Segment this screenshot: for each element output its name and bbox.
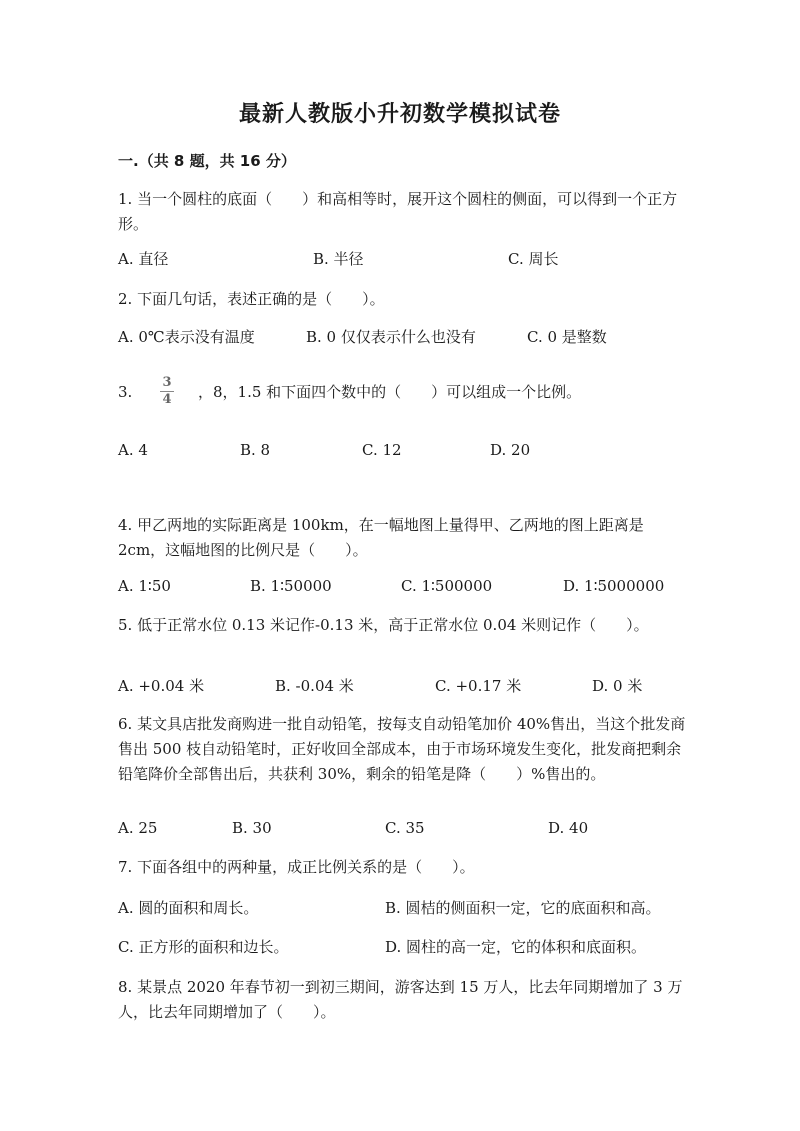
question-4-option-b[interactable]: B. 1∶50000 [250,577,332,595]
question-6-option-b[interactable]: B. 30 [232,819,272,837]
question-3-option-c[interactable]: C. 12 [362,441,402,459]
question-7-text: 7. 下面各组中的两种量，成正比例关系的是（ ）。 [118,858,475,876]
question-2-text: 2. 下面几句话，表述正确的是（ ）。 [118,290,385,308]
page-title: 最新人教版小升初数学模拟试卷 [238,102,561,127]
question-1-option-c[interactable]: C. 周长 [508,250,559,268]
question-5-option-b[interactable]: B. -0.04 米 [275,677,354,695]
question-1-option-b[interactable]: B. 半径 [313,250,364,268]
question-7-option-a[interactable]: A. 圆的面积和周长。 [118,899,259,917]
question-2-option-a[interactable]: A. 0℃表示没有温度 [118,328,255,346]
question-3-number: 3. [118,383,133,401]
question-4-option-c[interactable]: C. 1∶500000 [401,577,493,595]
question-7-option-b[interactable]: B. 圆桔的侧面积一定，它的底面积和高。 [385,899,661,917]
question-3-option-d[interactable]: D. 20 [490,441,531,459]
fraction-denominator: 4 [162,392,172,407]
question-8-text: 8. 某景点 2020 年春节初一到初三期间，游客达到 15 万人，比去年同期增加了 3 万人，比去年同期增加了（ ）。 [118,978,683,1021]
question-3-text: ，8，1.5 和下面四个数中的（ ）可以组成一个比例。 [198,383,582,401]
question-2-option-c[interactable]: C. 0 是整数 [527,328,607,346]
question-4-option-d[interactable]: D. 1∶5000000 [563,577,665,595]
question-4-option-a[interactable]: A. 1∶50 [118,577,171,595]
question-7-option-c[interactable]: C. 正方形的面积和边长。 [118,938,289,956]
question-1-option-a[interactable]: A. 直径 [118,250,169,268]
question-6-text: 6. 某文具店批发商购进一批自动铅笔，按每支自动铅笔加价 40%售出，当这个批发商售出 500 枝自动铅笔时，正好收回全部成本，由于市场环境发生变化，批发商把剩余铅笔降价全部售出后，共获利 30%，剩余的铅笔是降（ ）%售出的。 [118,715,686,783]
fraction-three-quarters [160,376,174,407]
question-6-option-d[interactable]: D. 40 [548,819,589,837]
section-heading: 一.（共 8 题，共 16 分） [118,152,296,170]
question-5-option-a[interactable]: A. +0.04 米 [118,677,205,695]
question-4-text: 4. 甲乙两地的实际距离是 100km，在一幅地图上量得甲、乙两地的图上距离是 2cm，这幅地图的比例尺是（ ）。 [118,516,644,559]
question-6-option-c[interactable]: C. 35 [385,819,425,837]
fraction-numerator: 3 [162,375,172,390]
question-5-option-c[interactable]: C. +0.17 米 [435,677,522,695]
question-3-option-a[interactable]: A. 4 [118,441,148,459]
question-5-text: 5. 低于正常水位 0.13 米记作-0.13 米，高于正常水位 0.04 米则记作（ ）。 [118,616,649,634]
question-6-option-a[interactable]: A. 25 [118,819,158,837]
question-1-text: 1. 当一个圆柱的底面（ ）和高相等时，展开这个圆柱的侧面，可以得到一个正方形。 [118,190,678,233]
question-5-option-d[interactable]: D. 0 米 [592,677,643,695]
question-3-option-b[interactable]: B. 8 [240,441,271,459]
question-2-option-b[interactable]: B. 0 仅仅表示什么也没有 [306,328,476,346]
question-7-option-d[interactable]: D. 圆柱的高一定，它的体积和底面积。 [385,938,647,956]
